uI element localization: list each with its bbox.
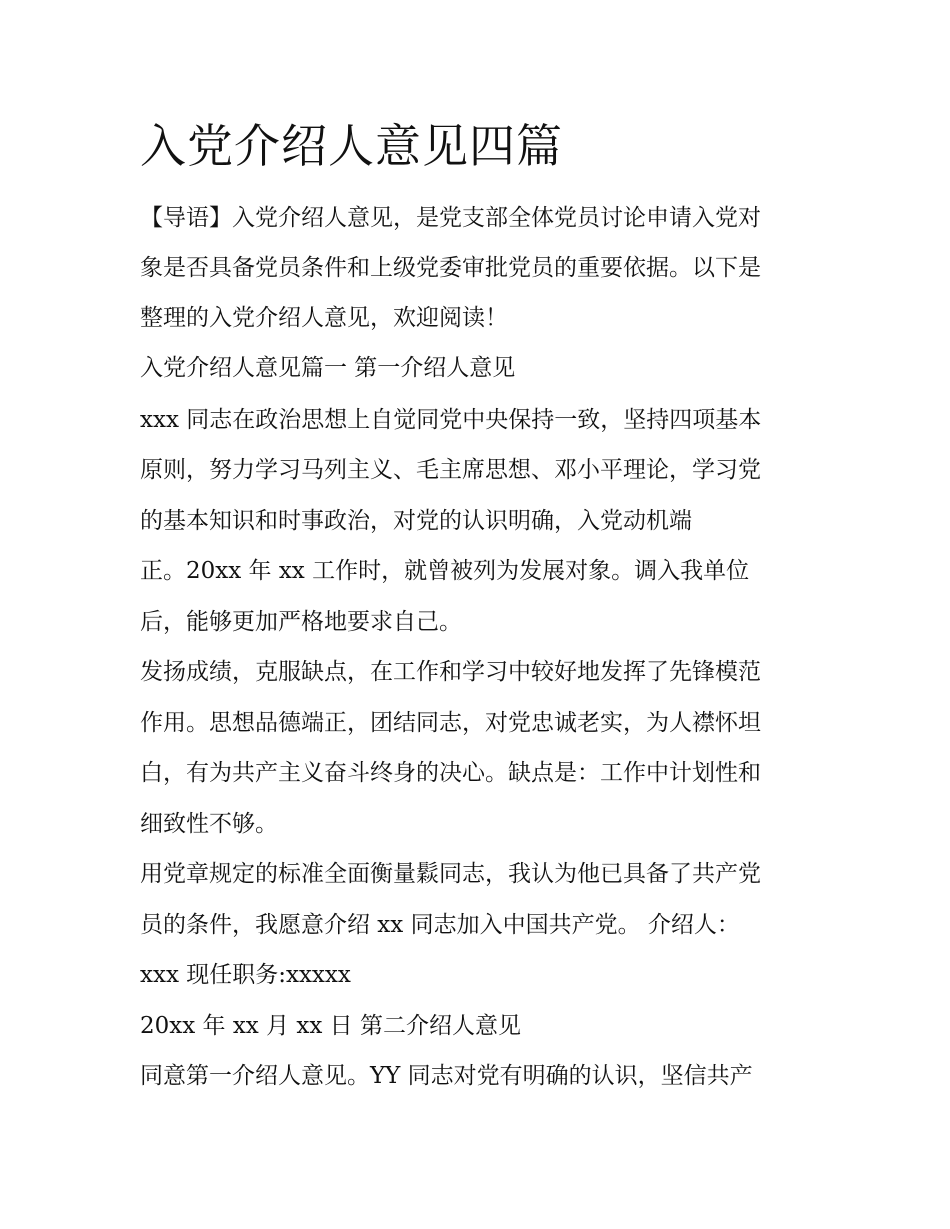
section-heading-line: 入党介绍人意见篇一 第一介绍人意见 [140, 355, 516, 381]
paragraph-line: 后，能够更加严格地要求自己。 [140, 609, 462, 635]
paragraph-line: 发扬成绩，克服缺点，在工作和学习中较好地发挥了先锋模范 [140, 659, 761, 685]
paragraph-line: xxx 同志在政治思想上自觉同党中央保持一致，坚持四项基本 [140, 407, 762, 433]
paragraph-line: 白，有为共产主义奋斗终身的决心。缺点是：工作中计划性和 [140, 760, 761, 786]
paragraph-line: 【导语】入党介绍人意见，是党支部全体党员讨论申请入党对 [140, 205, 761, 231]
paragraph-line: 同意第一介绍人意见。YY 同志对党有明确的认识，坚信共产 [140, 1063, 753, 1089]
paragraph-line: 整理的入党介绍人意见，欢迎阅读！ [140, 305, 508, 331]
paragraph-line: 正。20xx 年 xx 工作时，就曾被列为发展对象。调入我单位 [140, 558, 750, 584]
paragraph-line: 20xx 年 xx 月 xx 日 第二介绍人意见 [140, 1013, 521, 1039]
document-title: 入党介绍人意见四篇 [140, 119, 563, 173]
paragraph-line: 员的条件，我愿意介绍 xx 同志加入中国共产党。 介绍人： [140, 912, 740, 938]
paragraph-line: 细致性不够。 [140, 811, 278, 837]
paragraph-line: xxx 现任职务:xxxxx [140, 962, 351, 988]
paragraph-line: 象是否具备党员条件和上级党委审批党员的重要依据。以下是 [140, 255, 761, 281]
paragraph-line: 原则，努力学习马列主义、毛主席思想、邓小平理论，学习党 [140, 457, 761, 483]
paragraph-line: 用党章规定的标准全面衡量鬏同志，我认为他已具备了共产党 [140, 861, 761, 887]
paragraph-line: 作用。思想品德端正，团结同志，对党忠诚老实，为人襟怀坦 [140, 710, 761, 736]
paragraph-line: 的基本知识和时事政治，对党的认识明确，入党动机端 [140, 508, 692, 534]
